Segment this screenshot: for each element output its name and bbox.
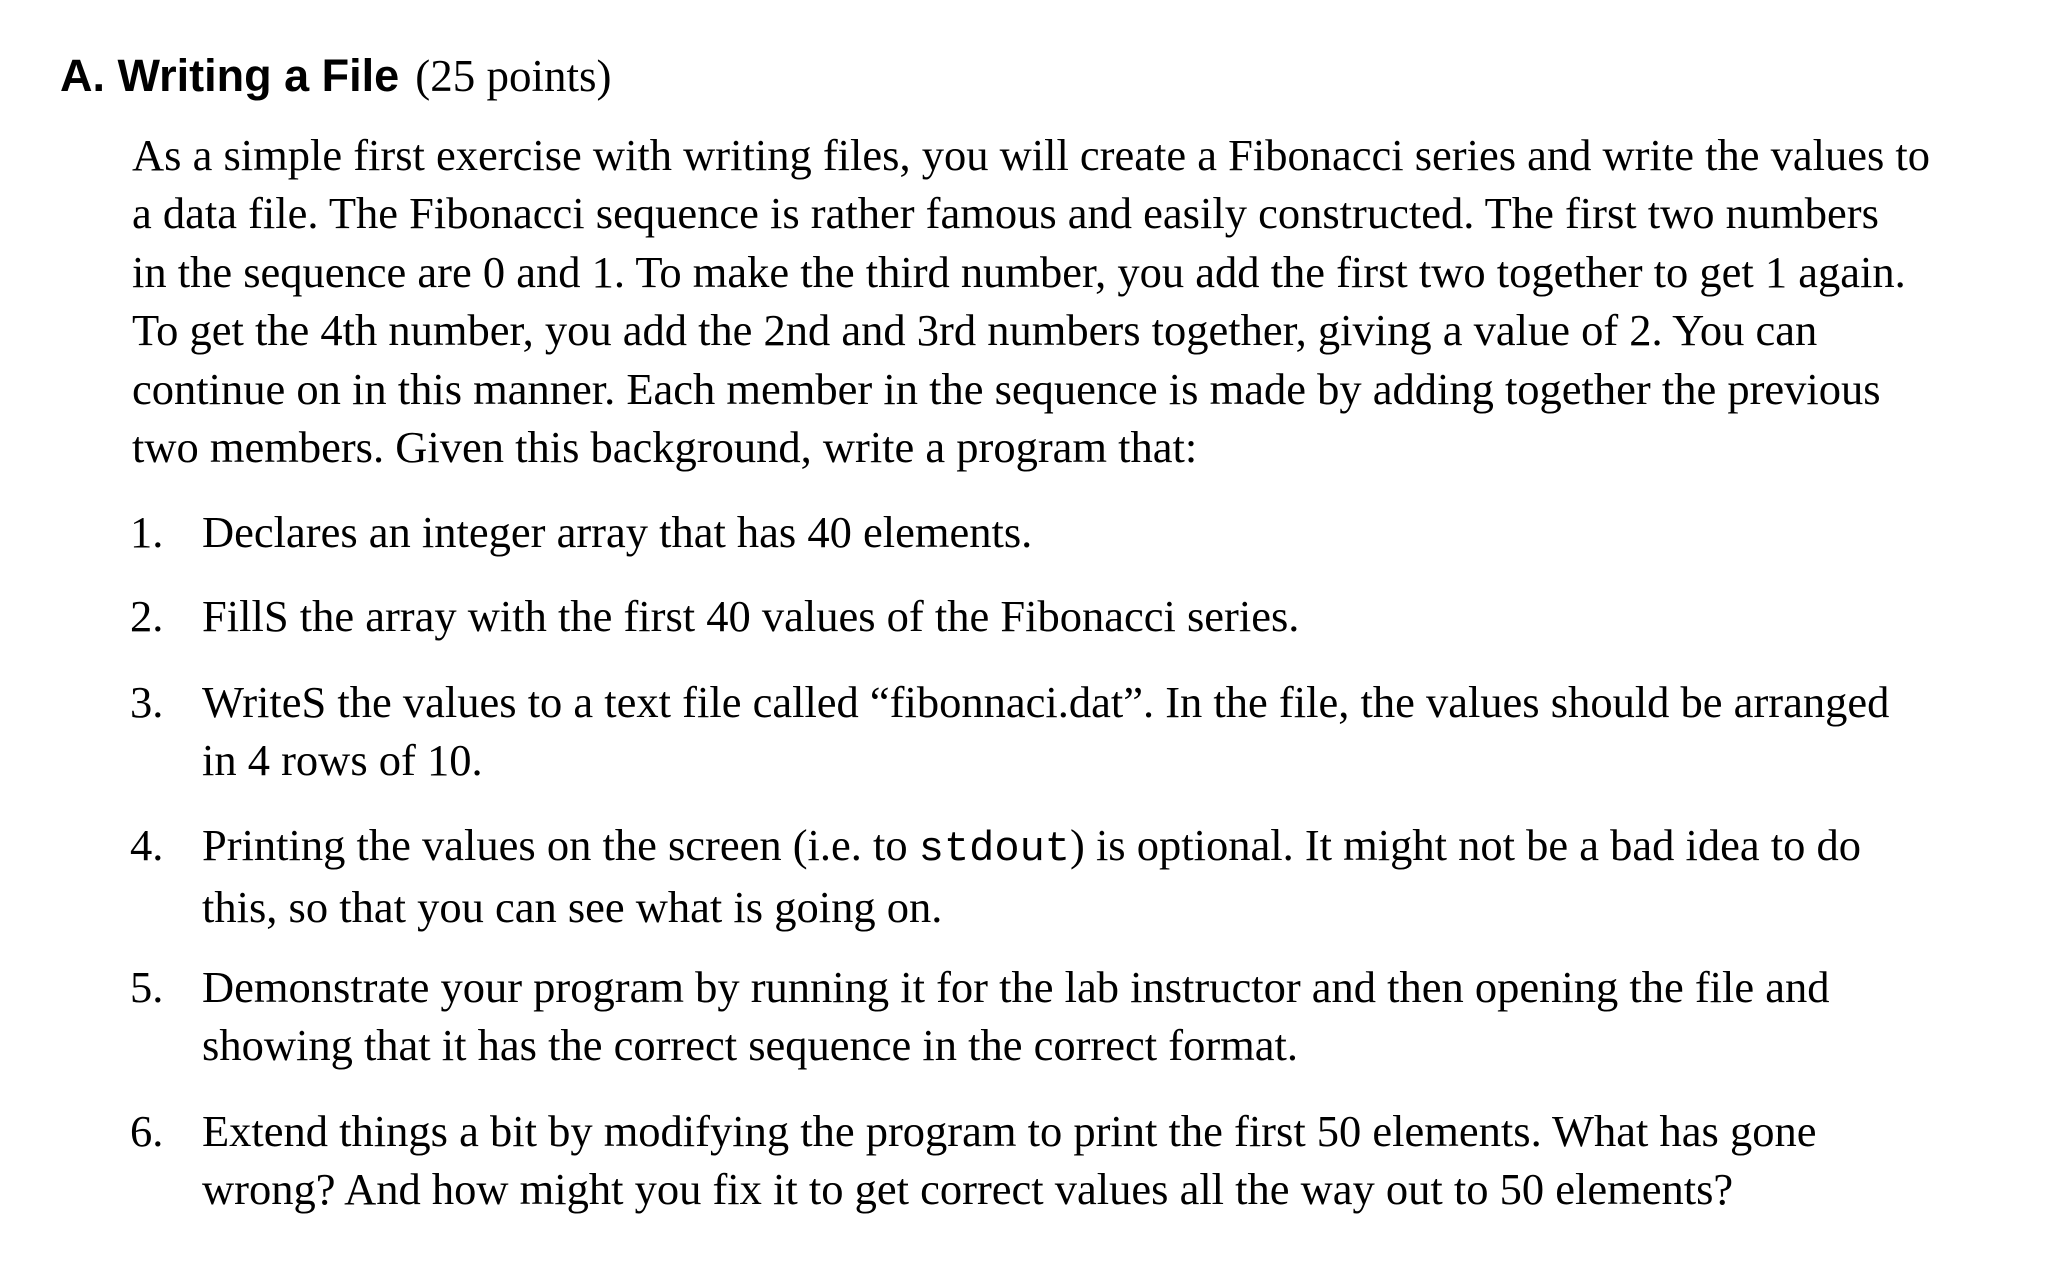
list-item-line: Extend things a bit by modifying the program to print the first 50 elements. What has gone bbox=[202, 1106, 1817, 1156]
list-item-number: 5. bbox=[130, 962, 164, 1012]
section-points: (25 points) bbox=[415, 51, 612, 101]
list-item-line: WriteS the values to a text file called “fibonnaci.dat”. In the file, the values should be arranged bbox=[202, 677, 1890, 727]
intro-line: continue on in this manner. Each member in the sequence is made by adding together the previous bbox=[132, 363, 1881, 414]
intro-line: in the sequence are 0 and 1. To make the third number, you add the first two together to get 1 again. bbox=[132, 246, 1906, 297]
list-item-number: 4. bbox=[130, 820, 164, 870]
intro-line: To get the 4th number, you add the 2nd and 3rd numbers together, giving a value of 2. You can bbox=[132, 305, 1818, 356]
intro-line: two members. Given this background, write a program that: bbox=[132, 422, 1198, 473]
list-item-text bbox=[202, 958, 2022, 1075]
list-item-number: 2. bbox=[130, 591, 164, 641]
list-item-text bbox=[202, 673, 2022, 790]
list-item-line: in 4 rows of 10. bbox=[202, 735, 483, 786]
list-item-line: Declares an integer array that has 40 elements. bbox=[202, 507, 1033, 557]
list-item-number: 1. bbox=[130, 507, 164, 557]
list-item-text-part: Printing the values on the screen (i.e. to bbox=[202, 820, 919, 870]
list-item-line: wrong? And how might you fix it to get correct values all the way out to 50 elements? bbox=[202, 1164, 1734, 1215]
intro-paragraph bbox=[132, 126, 2032, 476]
list-item-number: 3. bbox=[130, 677, 164, 727]
code-stdout: stdout bbox=[918, 825, 1070, 873]
list-item-text-part: ) is optional. It might not be a bad idea to do bbox=[1070, 820, 1861, 870]
list-item-text bbox=[202, 1102, 2022, 1219]
intro-line: a data file. The Fibonacci sequence is rather famous and easily constructed. The first two numbers bbox=[132, 188, 1879, 239]
list-item-text bbox=[202, 587, 2022, 645]
list-item-line: FillS the array with the first 40 values of the Fibonacci series. bbox=[202, 591, 1300, 641]
section-title: A. Writing a File bbox=[60, 50, 400, 101]
list-item-number: 6. bbox=[130, 1106, 164, 1156]
list-item-text bbox=[202, 503, 2022, 561]
list-item-line: this, so that you can see what is going on. bbox=[202, 882, 943, 933]
list-item-line: Demonstrate your program by running it for the lab instructor and then opening the file and bbox=[202, 962, 1830, 1012]
intro-line: As a simple first exercise with writing files, you will create a Fibonacci series and write the values to bbox=[132, 130, 1931, 180]
list-item-line bbox=[202, 816, 2022, 878]
section-heading bbox=[60, 44, 611, 119]
list-item-text bbox=[202, 816, 2022, 937]
list-item-line: showing that it has the correct sequence in the correct format. bbox=[202, 1020, 1299, 1071]
